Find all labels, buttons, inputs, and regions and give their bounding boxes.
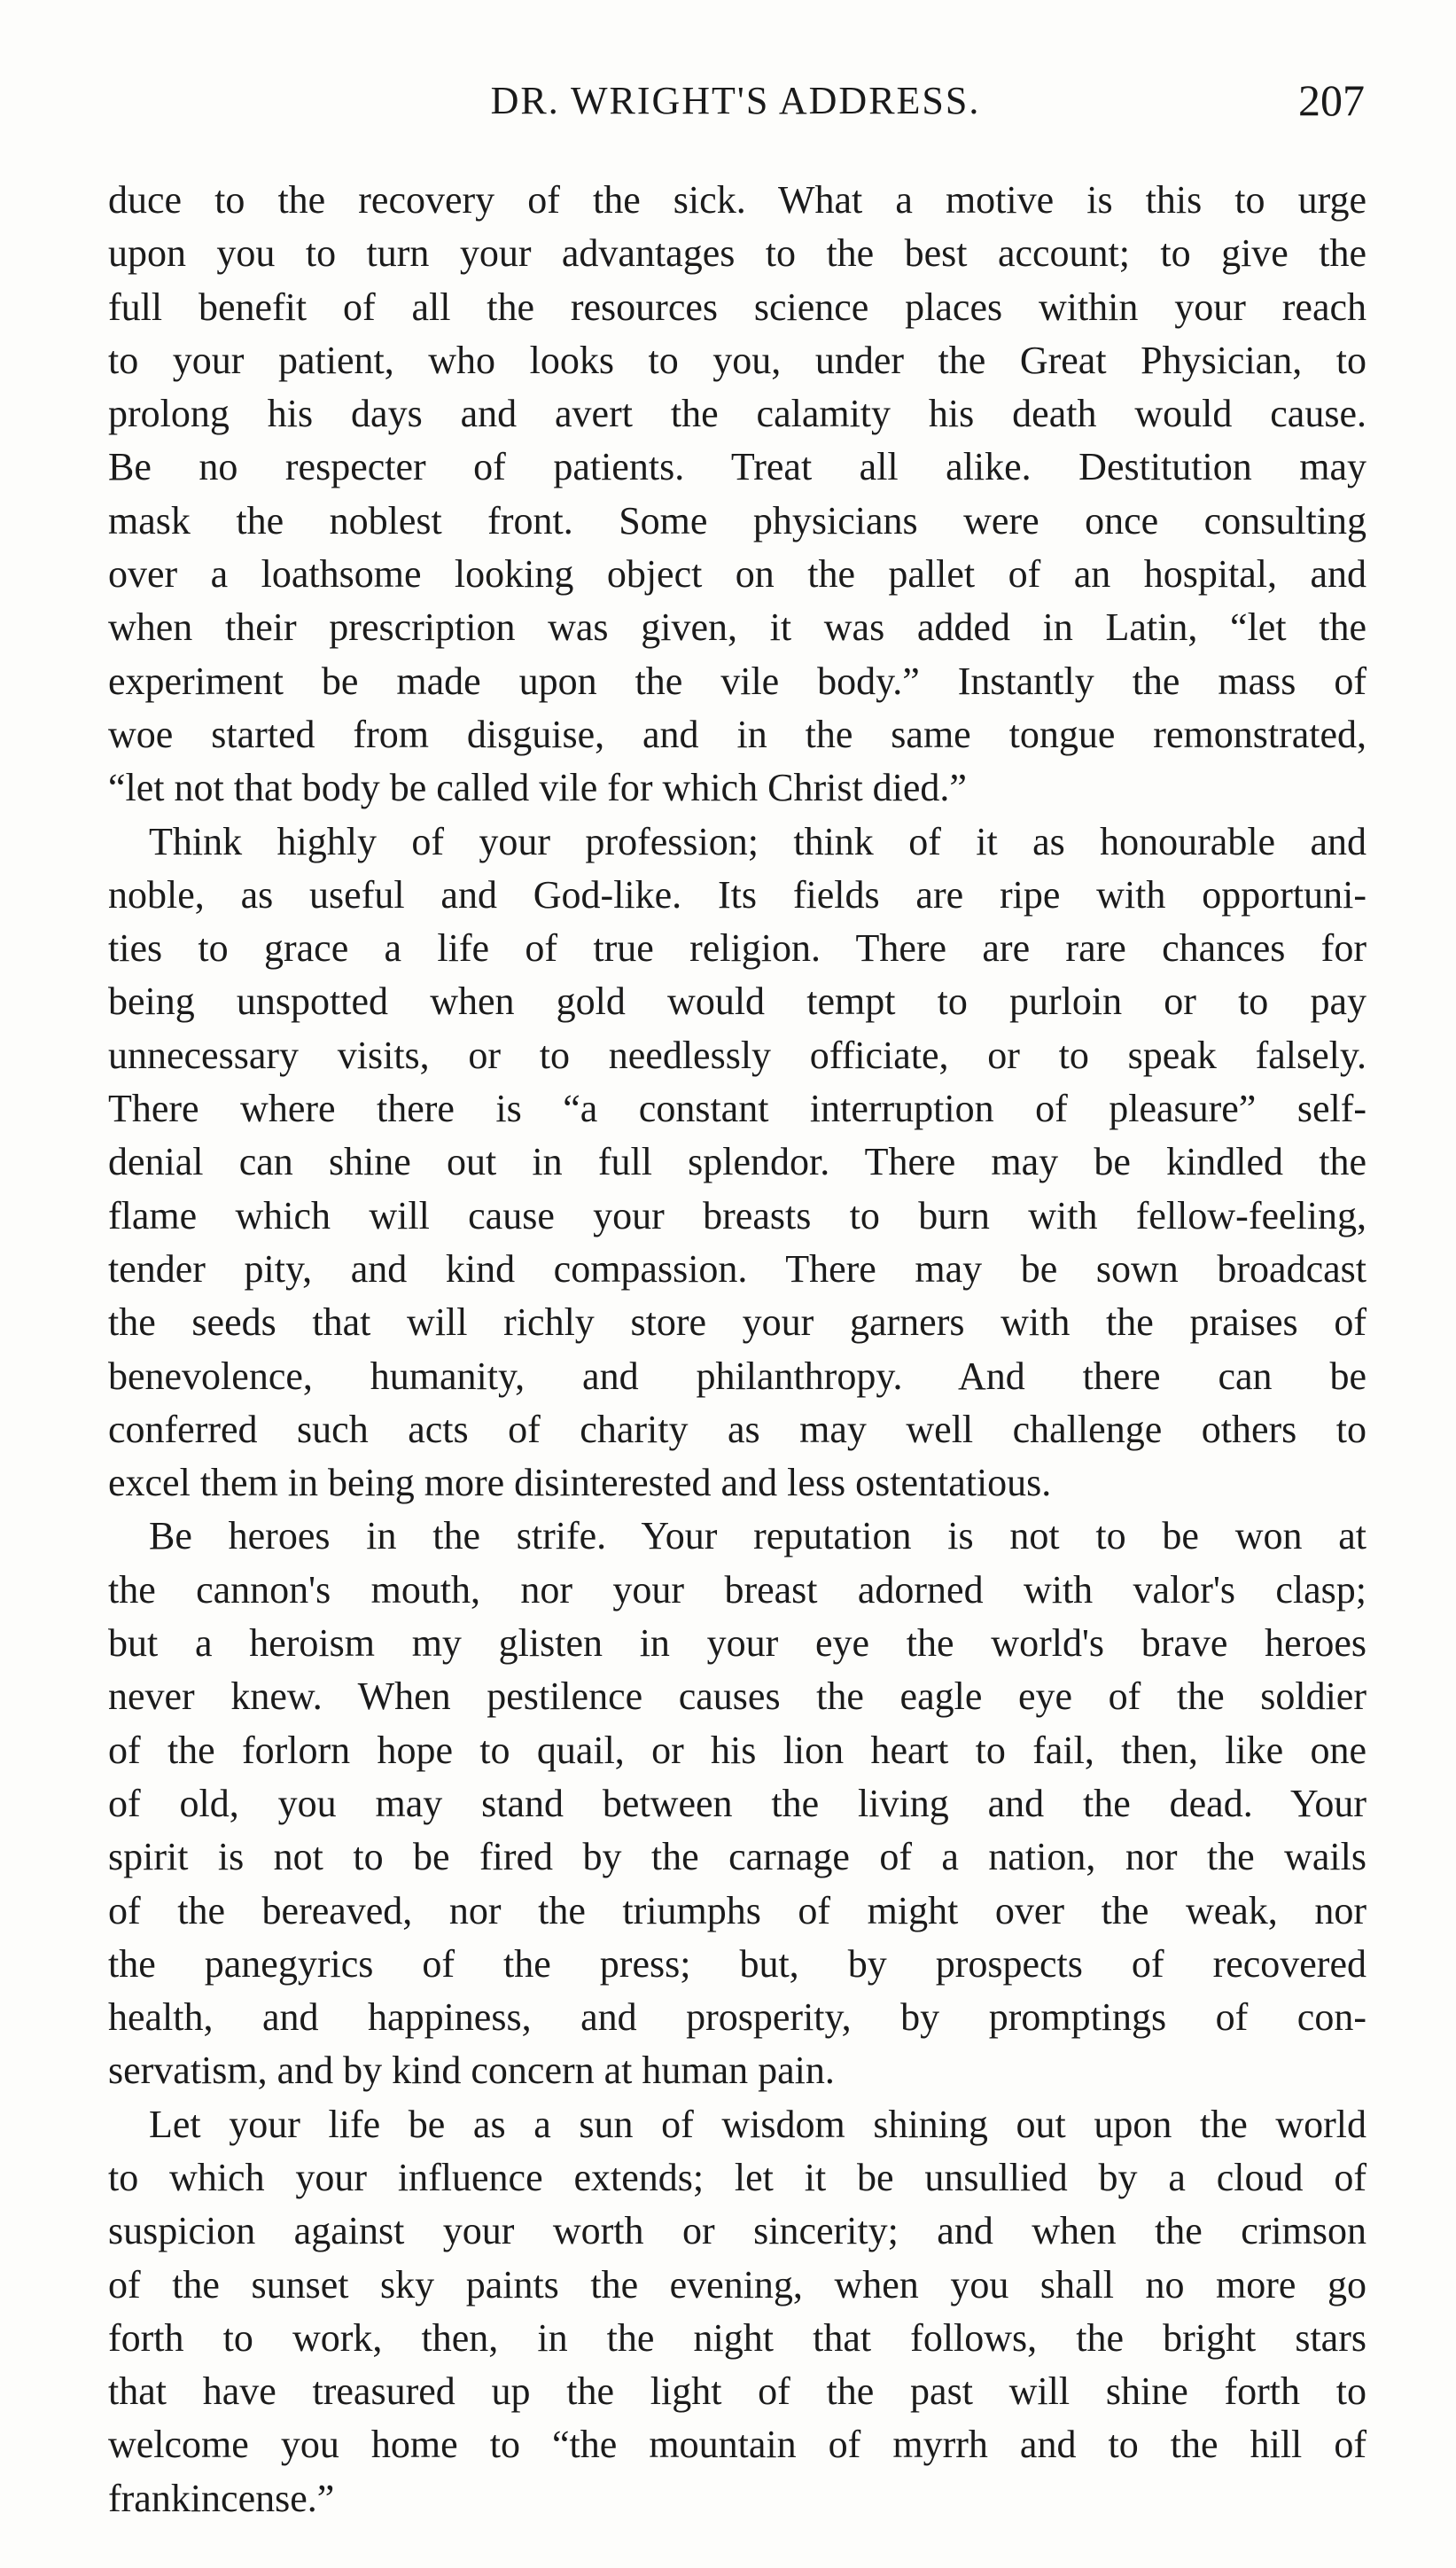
text-line: flame which will cause your breasts to burn with fellow-feeling, xyxy=(108,1193,1366,1237)
text-line: when their prescription was given, it was added in Latin, “let the xyxy=(108,605,1366,650)
text-line: benevolence, humanity, and philanthropy. And there can be xyxy=(108,1354,1366,1398)
text-line: woe started from disguise, and in the same tongue remonstrated, xyxy=(108,712,1366,756)
text-line: conferred such acts of charity as may well challenge others to xyxy=(108,1407,1366,1451)
paragraph xyxy=(108,2098,1366,2525)
text-line: to your patient, who looks to you, under the Great Physician, to xyxy=(108,338,1366,382)
text-line: experiment be made upon the vile body.” Instantly the mass of xyxy=(108,659,1366,703)
text-line: the panegyrics of the press; but, by prospects of recovered xyxy=(108,1941,1366,1986)
text-line: duce to the recovery of the sick. What a motive is this to urge xyxy=(108,178,1366,222)
text-line: excel them in being more disinterested and less ostentatious. xyxy=(108,1461,1052,1505)
text-line: Be no respecter of patients. Treat all alike. Destitution may xyxy=(108,445,1366,489)
text-line: Let your life be as a sun of wisdom shining out upon the world xyxy=(149,2102,1366,2146)
text-line: mask the noblest front. Some physicians were once consulting xyxy=(108,498,1366,542)
text-line: to which your influence extends; let it be unsullied by a cloud of xyxy=(108,2155,1366,2199)
text-line: health, and happiness, and prosperity, by promptings of con- xyxy=(108,1995,1366,2040)
text-line: the cannon's mouth, nor your breast adorned with valor's clasp; xyxy=(108,1567,1366,1612)
text-line: ties to grace a life of true religion. There are rare chances for xyxy=(108,926,1366,971)
text-line: spirit is not to be fired by the carnage of a nation, nor the wails xyxy=(108,1835,1366,1879)
body-text xyxy=(108,174,1366,2525)
text-line: prolong his days and avert the calamity his death would cause. xyxy=(108,392,1366,436)
text-line: frankincense.” xyxy=(108,2476,335,2520)
text-line: tender pity, and kind compassion. There may be sown broadcast xyxy=(108,1246,1366,1291)
text-line: noble, as useful and God-like. Its fields are ripe with opportuni- xyxy=(108,872,1366,917)
page-header xyxy=(106,75,1365,140)
text-line: Think highly of your profession; think of it as honourable and xyxy=(149,819,1366,863)
text-line: denial can shine out in full splendor. There may be kindled the xyxy=(108,1140,1366,1184)
paragraph xyxy=(108,174,1366,816)
running-title: DR. WRIGHT'S ADDRESS. xyxy=(490,79,981,122)
text-line: being unspotted when gold would tempt to purloin or to pay xyxy=(108,980,1366,1024)
text-line: of the sunset sky paints the evening, when you shall no more go xyxy=(108,2262,1366,2307)
page-number: 207 xyxy=(1298,75,1365,125)
text-line: of the bereaved, nor the triumphs of might over the weak, nor xyxy=(108,1888,1366,1932)
text-line: of old, you may stand between the living and the dead. Your xyxy=(108,1781,1366,1825)
text-line: There where there is “a constant interruption of pleasure” self- xyxy=(108,1087,1366,1131)
paragraph xyxy=(108,816,1366,1510)
text-line: forth to work, then, in the night that follows, the bright stars xyxy=(108,2315,1366,2360)
text-line: Be heroes in the strife. Your reputation is not to be won at xyxy=(149,1514,1366,1558)
text-line: upon you to turn your advantages to the best account; to give the xyxy=(108,231,1366,276)
text-line: but a heroism my glisten in your eye the world's brave heroes xyxy=(108,1621,1366,1666)
text-line: servatism, and by kind concern at human pain. xyxy=(108,2049,835,2093)
text-line: unnecessary visits, or to needlessly officiate, or to speak falsely. xyxy=(108,1033,1366,1077)
text-line: welcome you home to “the mountain of myrrh and to the hill of xyxy=(108,2423,1366,2467)
text-line: the seeds that will richly store your garners with the praises of xyxy=(108,1300,1366,1345)
text-line: never knew. When pestilence causes the eagle eye of the soldier xyxy=(108,1674,1366,1719)
text-line: of the forlorn hope to quail, or his lion heart to fail, then, like one xyxy=(108,1728,1366,1772)
text-line: suspicion against your worth or sincerity; and when the crimson xyxy=(108,2209,1366,2253)
text-line: full benefit of all the resources science places within your reach xyxy=(108,285,1366,329)
text-line: that have treasured up the light of the past will shine forth to xyxy=(108,2369,1366,2414)
paragraph xyxy=(108,1510,1366,2097)
text-line: “let not that body be called vile for which Christ died.” xyxy=(108,766,967,810)
text-line: over a loathsome looking object on the pallet of an hospital, and xyxy=(108,552,1366,597)
